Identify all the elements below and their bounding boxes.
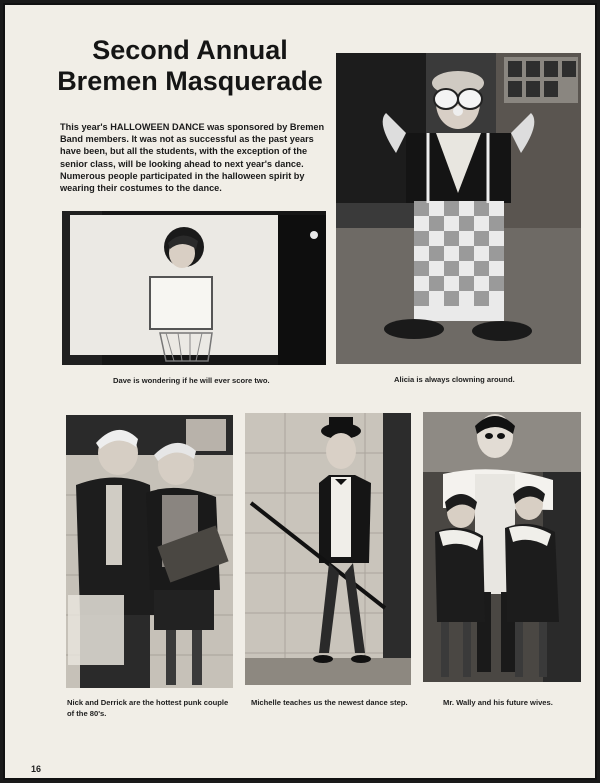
- caption-mr-wally: Mr. Wally and his future wives.: [443, 698, 553, 707]
- yearbook-page: [3, 3, 597, 780]
- photo-alicia-clown: [336, 53, 581, 364]
- photo-michelle: [245, 413, 411, 685]
- photo-nick-derrick: [66, 415, 233, 688]
- intro-paragraph: This year's HALLOWEEN DANCE was sponsored by Bremen Band members. It was not as successful as the past years have been, but all the students, with the exception of the senior class, will be looking ahead to next year's dance. Numerous people participated in the halloween spirit by wearing their costumes to the dance.: [60, 122, 325, 194]
- photo-mr-wally: [423, 412, 581, 682]
- caption-nick-derrick: Nick and Derrick are the hottest punk couple of the 80's.: [67, 698, 229, 718]
- photo-dave-basketball: [62, 211, 326, 365]
- page-title: Second Annual Bremen Masquerade: [57, 35, 323, 96]
- page-number: 16: [31, 764, 42, 774]
- caption-dave: Dave is wondering if he will ever score two.: [113, 376, 270, 385]
- caption-michelle: Michelle teaches us the newest dance step.: [251, 698, 408, 707]
- caption-alicia: Alicia is always clowning around.: [394, 375, 515, 384]
